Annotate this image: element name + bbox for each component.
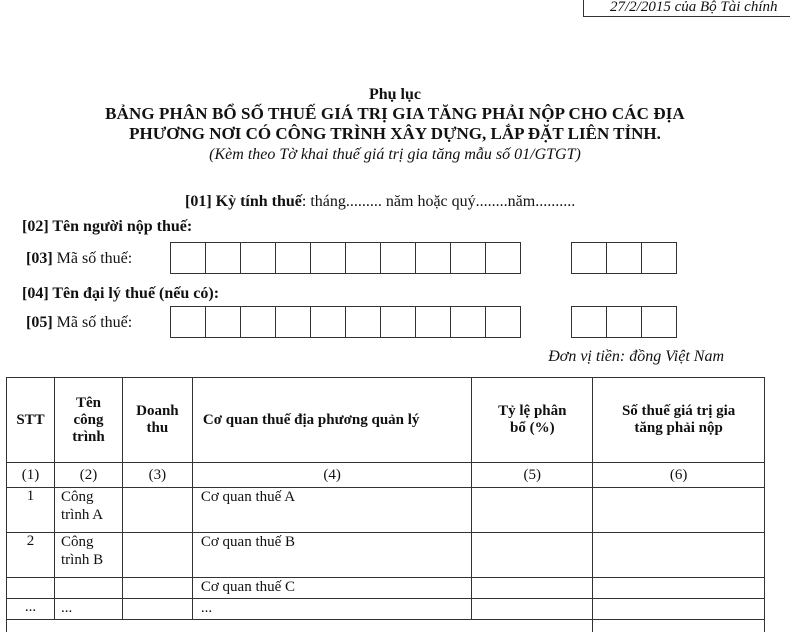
table-header-row: [7, 378, 765, 463]
header-stt: STT: [7, 378, 55, 463]
column-number: (6): [593, 463, 765, 488]
tax-code-suffix-digit[interactable]: [571, 242, 607, 274]
row-allocation-ratio[interactable]: [472, 578, 593, 599]
row-allocation-ratio[interactable]: [472, 488, 593, 533]
title-line-2: PHƯƠNG NƠI CÓ CÔNG TRÌNH XÂY DỰNG, LẮP ĐẶT LIÊN TỈNH.: [129, 124, 661, 143]
row-stt: [7, 578, 55, 599]
tax-agent-name-label: [04] Tên đại lý thuế (nếu có):: [22, 285, 220, 302]
row-revenue[interactable]: [122, 533, 192, 578]
tax-period-text[interactable]: : tháng......... năm hoặc quý........năm..........: [301, 193, 576, 210]
row-allocation-ratio[interactable]: [472, 599, 593, 620]
agent-tax-code-digit[interactable]: [205, 306, 241, 338]
tax-code-digit[interactable]: [380, 242, 416, 274]
column-number: (4): [192, 463, 471, 488]
row-allocation-ratio[interactable]: [472, 533, 593, 578]
tax-code-digit[interactable]: [485, 242, 521, 274]
header-vat-payable: Số thuế giá trị gia tăng phải nộp: [593, 378, 765, 463]
tax-code-digit[interactable]: [450, 242, 486, 274]
row-tax-authority[interactable]: Cơ quan thuế A: [192, 488, 471, 533]
row-tax-authority[interactable]: ...: [192, 599, 471, 620]
tax-code-digit[interactable]: [415, 242, 451, 274]
tax-code-digit[interactable]: [345, 242, 381, 274]
appendix-label: Phụ lục: [368, 86, 421, 103]
allocation-table: [6, 377, 765, 632]
row-project-name[interactable]: Công trình A: [54, 488, 122, 533]
agent-tax-code-digit[interactable]: [450, 306, 486, 338]
tax-period-label: Kỳ tính thuế: [215, 193, 302, 210]
table-row: [7, 533, 765, 578]
row-stt: ...: [7, 599, 55, 620]
tax-code-boxes[interactable]: [171, 242, 521, 274]
row-stt: 2: [7, 533, 55, 578]
table-row: [7, 599, 765, 620]
agent-tax-code-digit[interactable]: [345, 306, 381, 338]
agent-tax-code-suffix-digit[interactable]: [641, 306, 677, 338]
tax-code-suffix-boxes[interactable]: [572, 242, 677, 274]
agent-tax-code-digit[interactable]: [380, 306, 416, 338]
row-vat-payable[interactable]: [593, 533, 765, 578]
row-tax-authority[interactable]: Cơ quan thuế B: [192, 533, 471, 578]
tax-code-digit[interactable]: [275, 242, 311, 274]
currency-unit-note: Đơn vị tiền: đồng Việt Nam: [548, 348, 724, 365]
row-revenue[interactable]: [122, 488, 192, 533]
title-line-1: BẢNG PHÂN BỔ SỐ THUẾ GIÁ TRỊ GIA TĂNG PHẢI NỘP CHO CÁC ĐỊA: [105, 104, 685, 123]
tax-period-line: [185, 193, 575, 211]
agent-tax-code-digit[interactable]: [170, 306, 206, 338]
header-allocation-ratio: Tỷ lệ phân bổ (%): [472, 378, 593, 463]
agent-tax-code-digit[interactable]: [415, 306, 451, 338]
column-number-row: [7, 463, 765, 488]
column-number: (5): [472, 463, 593, 488]
tax-code-suffix-digit[interactable]: [606, 242, 642, 274]
header-project-name: Tên công trình: [54, 378, 122, 463]
total-row-cell: [7, 620, 593, 632]
header-reference: 27/2/2015 của Bộ Tài chính: [583, 0, 790, 17]
tax-code-digit[interactable]: [170, 242, 206, 274]
agent-tax-code-boxes[interactable]: [171, 306, 521, 338]
column-number: (1): [7, 463, 55, 488]
row-vat-payable[interactable]: [593, 599, 765, 620]
tax-code-digit[interactable]: [205, 242, 241, 274]
subtitle: (Kèm theo Tờ khai thuế giá trị gia tăng mẫu số 01/GTGT): [209, 146, 581, 163]
row-project-name[interactable]: ...: [54, 599, 122, 620]
header-tax-authority: Cơ quan thuế địa phương quản lý: [192, 378, 471, 463]
row-revenue[interactable]: [122, 599, 192, 620]
row-revenue[interactable]: [122, 578, 192, 599]
agent-tax-code-suffix-boxes[interactable]: [572, 306, 677, 338]
tax-code-label: [03] Mã số thuế:: [26, 250, 133, 267]
agent-tax-code-digit[interactable]: [485, 306, 521, 338]
tax-period-code: [01]: [185, 193, 212, 210]
row-project-name[interactable]: Công trình B: [54, 533, 122, 578]
tax-code-digit[interactable]: [240, 242, 276, 274]
column-number: (3): [122, 463, 192, 488]
tax-code-digit[interactable]: [310, 242, 346, 274]
agent-tax-code-digit[interactable]: [240, 306, 276, 338]
row-tax-authority[interactable]: Cơ quan thuế C: [192, 578, 471, 599]
row-vat-payable[interactable]: [593, 488, 765, 533]
table-row: [7, 488, 765, 533]
agent-tax-code-suffix-digit[interactable]: [571, 306, 607, 338]
row-stt: 1: [7, 488, 55, 533]
row-vat-payable[interactable]: [593, 578, 765, 599]
column-number: (2): [54, 463, 122, 488]
agent-tax-code-label: [05] Mã số thuế:: [26, 314, 133, 331]
table-row: [7, 578, 765, 599]
agent-tax-code-suffix-digit[interactable]: [606, 306, 642, 338]
agent-tax-code-digit[interactable]: [275, 306, 311, 338]
total-value-cell: [593, 620, 765, 632]
row-project-name[interactable]: [54, 578, 122, 599]
table-row: [7, 620, 765, 632]
header-revenue: Doanh thu: [122, 378, 192, 463]
agent-tax-code-digit[interactable]: [310, 306, 346, 338]
taxpayer-name-label: [02] Tên người nộp thuế:: [22, 218, 193, 235]
tax-code-suffix-digit[interactable]: [641, 242, 677, 274]
